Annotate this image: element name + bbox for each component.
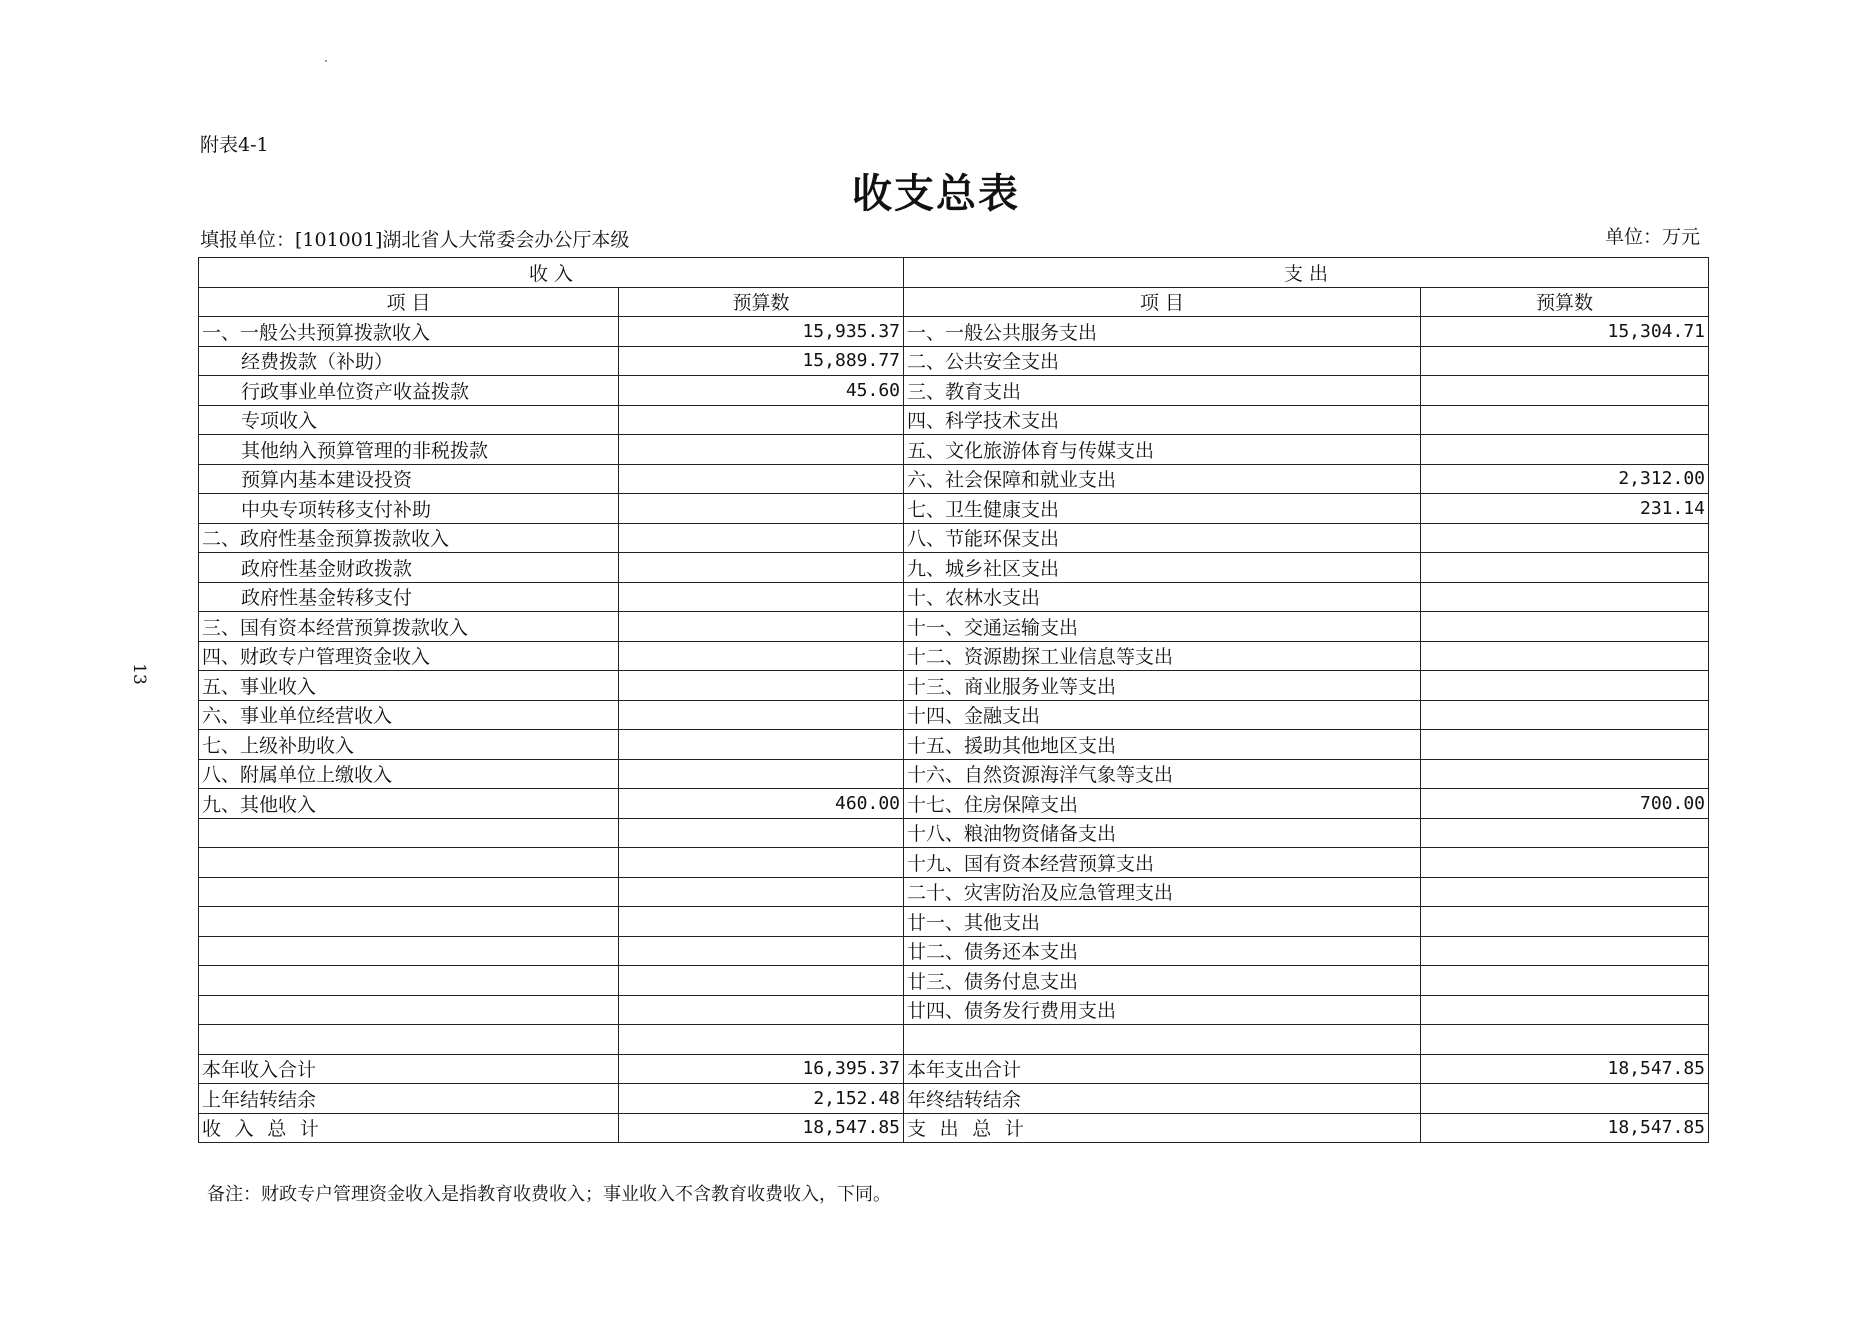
- income-item-cell: [199, 818, 619, 848]
- table-row: [199, 464, 1709, 494]
- expense-value-cell: [1421, 700, 1709, 730]
- expense-value-cell: [1421, 612, 1709, 642]
- expense-item-cell: 廿四、债务发行费用支出: [904, 995, 1421, 1025]
- expense-item-header: 项 目: [904, 287, 1421, 317]
- expense-item-cell: 二十、灾害防治及应急管理支出: [904, 877, 1421, 907]
- income-value-cell: [619, 641, 904, 671]
- income-value-cell: [619, 848, 904, 878]
- expense-item-cell: 四、科学技术支出: [904, 405, 1421, 435]
- expense-item-cell: 十三、商业服务业等支出: [904, 671, 1421, 701]
- table-row: [199, 1054, 1709, 1084]
- table-row: [199, 759, 1709, 789]
- income-value-cell: [619, 907, 904, 937]
- income-item-cell: [199, 848, 619, 878]
- table-row: [199, 848, 1709, 878]
- expense-value-cell: [1421, 582, 1709, 612]
- income-value-cell: [619, 612, 904, 642]
- income-value-cell: 15,889.77: [619, 346, 904, 376]
- expense-value-cell: 2,312.00: [1421, 464, 1709, 494]
- income-value-cell: [619, 435, 904, 465]
- expense-value-cell: [1421, 818, 1709, 848]
- income-value-cell: [619, 877, 904, 907]
- table-row: [199, 730, 1709, 760]
- expense-value-cell: [1421, 1025, 1709, 1055]
- expense-item-cell: 十四、金融支出: [904, 700, 1421, 730]
- attachment-label: 附表4-1: [200, 134, 269, 156]
- expense-item-cell: 十、农林水支出: [904, 582, 1421, 612]
- income-value-cell: [619, 671, 904, 701]
- expense-value-cell: [1421, 730, 1709, 760]
- expense-value-cell: 700.00: [1421, 789, 1709, 819]
- expense-value-cell: [1421, 995, 1709, 1025]
- income-item-cell: 经费拨款（补助）: [199, 346, 619, 376]
- expense-item-cell: 三、教育支出: [904, 376, 1421, 406]
- expense-item-cell: 十六、自然资源海洋气象等支出: [904, 759, 1421, 789]
- expense-value-cell: [1421, 936, 1709, 966]
- expense-item-cell: 廿一、其他支出: [904, 907, 1421, 937]
- reporting-unit: 填报单位：[101001]湖北省人大常委会办公厅本级: [200, 229, 630, 251]
- side-page-number: 13: [128, 663, 149, 685]
- income-value-cell: 45.60: [619, 376, 904, 406]
- income-item-cell: 预算内基本建设投资: [199, 464, 619, 494]
- expense-value-cell: [1421, 346, 1709, 376]
- table-row: [199, 1113, 1709, 1143]
- expense-value-cell: [1421, 523, 1709, 553]
- expense-value-cell: [1421, 877, 1709, 907]
- expense-item-cell: 本年支出合计: [904, 1054, 1421, 1084]
- expense-item-cell: [904, 1025, 1421, 1055]
- table-row: [199, 435, 1709, 465]
- table-row: [199, 582, 1709, 612]
- table-row: [199, 376, 1709, 406]
- expense-item-cell: 七、卫生健康支出: [904, 494, 1421, 524]
- income-item-cell: [199, 1025, 619, 1055]
- income-value-cell: [619, 1025, 904, 1055]
- expense-value-cell: 18,547.85: [1421, 1113, 1709, 1143]
- expense-value-cell: 231.14: [1421, 494, 1709, 524]
- expense-item-cell: 九、城乡社区支出: [904, 553, 1421, 583]
- scan-speck: [325, 60, 327, 62]
- expense-value-cell: 18,547.85: [1421, 1054, 1709, 1084]
- expense-item-cell: 十八、粮油物资储备支出: [904, 818, 1421, 848]
- expense-value-cell: [1421, 759, 1709, 789]
- expense-value-cell: [1421, 435, 1709, 465]
- expense-value-cell: [1421, 1084, 1709, 1114]
- income-expense-table: [198, 257, 1709, 1143]
- table-row: [199, 553, 1709, 583]
- income-value-cell: [619, 759, 904, 789]
- income-header: 收 入: [199, 258, 904, 288]
- expense-item-cell: 十七、住房保障支出: [904, 789, 1421, 819]
- expense-item-cell: 十五、援助其他地区支出: [904, 730, 1421, 760]
- income-item-cell: 九、其他收入: [199, 789, 619, 819]
- expense-item-cell: 五、文化旅游体育与传媒支出: [904, 435, 1421, 465]
- income-item-cell: 政府性基金财政拨款: [199, 553, 619, 583]
- income-item-cell: 二、政府性基金预算拨款收入: [199, 523, 619, 553]
- table-row: [199, 700, 1709, 730]
- table-row: [199, 1084, 1709, 1114]
- income-item-cell: 政府性基金转移支付: [199, 582, 619, 612]
- income-item-cell: 六、事业单位经营收入: [199, 700, 619, 730]
- income-value-cell: [619, 523, 904, 553]
- income-item-cell: 上年结转结余: [199, 1084, 619, 1114]
- income-item-cell: [199, 966, 619, 996]
- income-value-cell: 18,547.85: [619, 1113, 904, 1143]
- table-row: [199, 612, 1709, 642]
- income-value-cell: [619, 995, 904, 1025]
- income-value-cell: 15,935.37: [619, 317, 904, 347]
- table-row: [199, 405, 1709, 435]
- income-item-cell: 四、财政专户管理资金收入: [199, 641, 619, 671]
- expense-value-cell: [1421, 641, 1709, 671]
- expense-item-cell: 六、社会保障和就业支出: [904, 464, 1421, 494]
- income-item-cell: 中央专项转移支付补助: [199, 494, 619, 524]
- income-budget-header: 预算数: [619, 287, 904, 317]
- expense-item-cell: 年终结转结余: [904, 1084, 1421, 1114]
- income-value-cell: [619, 700, 904, 730]
- income-item-cell: 行政事业单位资产收益拨款: [199, 376, 619, 406]
- income-value-cell: [619, 582, 904, 612]
- income-item-header: 项 目: [199, 287, 619, 317]
- income-value-cell: [619, 464, 904, 494]
- expense-value-cell: [1421, 376, 1709, 406]
- income-item-cell: 三、国有资本经营预算拨款收入: [199, 612, 619, 642]
- income-item-cell: [199, 936, 619, 966]
- income-item-cell: 本年收入合计: [199, 1054, 619, 1084]
- table-row: [199, 523, 1709, 553]
- income-item-cell: 其他纳入预算管理的非税拨款: [199, 435, 619, 465]
- table-row: [199, 317, 1709, 347]
- table-row: [199, 789, 1709, 819]
- currency-unit: 单位：万元: [1604, 226, 1700, 248]
- table-row: [199, 907, 1709, 937]
- income-value-cell: [619, 494, 904, 524]
- expense-item-cell: 八、节能环保支出: [904, 523, 1421, 553]
- income-value-cell: 16,395.37: [619, 1054, 904, 1084]
- income-value-cell: [619, 405, 904, 435]
- page-title: 收支总表: [852, 170, 1020, 217]
- expense-header: 支 出: [904, 258, 1709, 288]
- table-row: [199, 966, 1709, 996]
- table-row: [199, 494, 1709, 524]
- table-row: [199, 877, 1709, 907]
- expense-value-cell: [1421, 405, 1709, 435]
- expense-value-cell: [1421, 966, 1709, 996]
- expense-budget-header: 预算数: [1421, 287, 1709, 317]
- income-item-cell: [199, 907, 619, 937]
- expense-value-cell: [1421, 553, 1709, 583]
- income-item-cell: [199, 877, 619, 907]
- income-item-cell: 一、一般公共预算拨款收入: [199, 317, 619, 347]
- table-row: [199, 818, 1709, 848]
- expense-item-cell: 二、公共安全支出: [904, 346, 1421, 376]
- expense-value-cell: [1421, 671, 1709, 701]
- footnote: 备注：财政专户管理资金收入是指教育收费收入；事业收入不含教育收费收入，下同。: [207, 1184, 891, 1205]
- table-row: [199, 936, 1709, 966]
- table-row: [199, 995, 1709, 1025]
- expense-item-cell: 支 出 总 计: [904, 1113, 1421, 1143]
- income-item-cell: [199, 995, 619, 1025]
- expense-value-cell: 15,304.71: [1421, 317, 1709, 347]
- expense-value-cell: [1421, 848, 1709, 878]
- table-row: [199, 671, 1709, 701]
- income-item-cell: 五、事业收入: [199, 671, 619, 701]
- table-body: [199, 317, 1709, 1143]
- expense-item-cell: 十二、资源勘探工业信息等支出: [904, 641, 1421, 671]
- expense-item-cell: 一、一般公共服务支出: [904, 317, 1421, 347]
- table-row: [199, 641, 1709, 671]
- income-item-cell: 收 入 总 计: [199, 1113, 619, 1143]
- income-item-cell: 七、上级补助收入: [199, 730, 619, 760]
- income-item-cell: 八、附属单位上缴收入: [199, 759, 619, 789]
- expense-item-cell: 廿二、债务还本支出: [904, 936, 1421, 966]
- income-value-cell: [619, 818, 904, 848]
- table-row: [199, 1025, 1709, 1055]
- income-value-cell: [619, 966, 904, 996]
- expense-value-cell: [1421, 907, 1709, 937]
- expense-item-cell: 廿三、债务付息支出: [904, 966, 1421, 996]
- income-item-cell: 专项收入: [199, 405, 619, 435]
- income-value-cell: [619, 730, 904, 760]
- income-value-cell: [619, 553, 904, 583]
- expense-item-cell: 十九、国有资本经营预算支出: [904, 848, 1421, 878]
- table-row: [199, 346, 1709, 376]
- income-value-cell: 460.00: [619, 789, 904, 819]
- income-value-cell: 2,152.48: [619, 1084, 904, 1114]
- expense-item-cell: 十一、交通运输支出: [904, 612, 1421, 642]
- income-value-cell: [619, 936, 904, 966]
